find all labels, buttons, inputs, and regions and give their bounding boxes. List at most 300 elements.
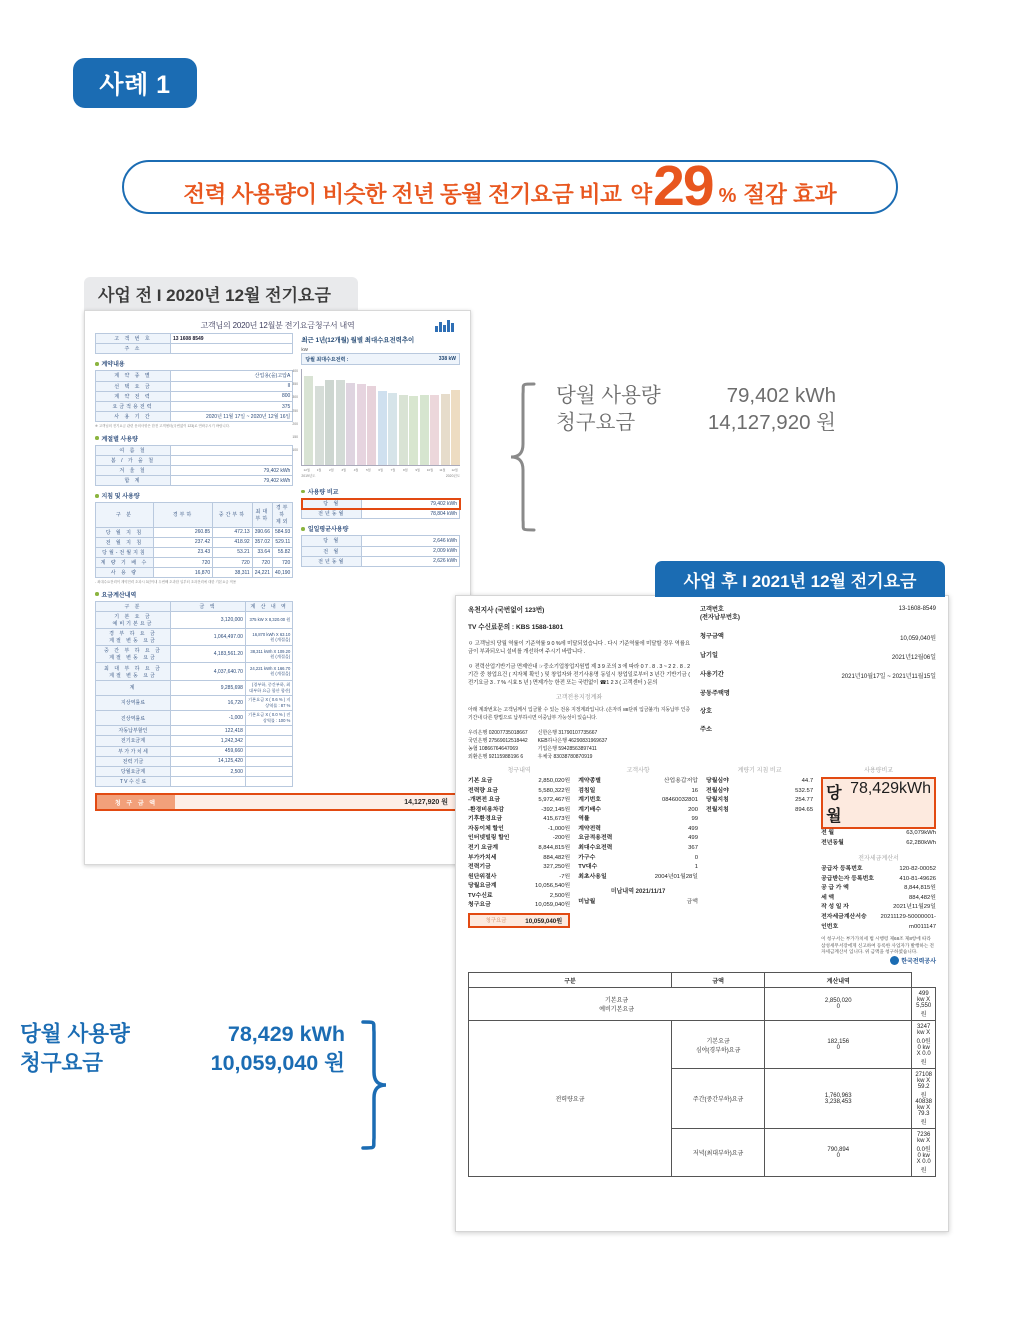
peak-demand-value: 338 kW: [438, 355, 456, 362]
row-label: 기본요금 심야(경부하)요금: [672, 1021, 765, 1069]
detail-row: [468, 796, 570, 806]
row-amount: 1,760,963 3,238,453: [765, 1069, 912, 1129]
detail-value: 8,844,815원: [538, 844, 571, 851]
row-amount: 16,720: [170, 695, 245, 710]
detail-key: 전자세금계산서승인번호: [821, 913, 867, 930]
row-label: 중 간 부 하 요 금 계절 변동 요금: [96, 646, 171, 663]
row-amount: 790,894 0: [765, 1129, 912, 1177]
table-row: [96, 711, 293, 726]
table-row: [96, 537, 293, 547]
row-label: 부 가 가 치 세: [96, 746, 171, 756]
bill-document-after: [455, 595, 949, 1232]
usage-row: [821, 777, 936, 829]
row-detail: [245, 766, 292, 776]
charge-highlight-label: 청구요금: [485, 918, 507, 925]
table-row: [96, 558, 293, 568]
season-section-heading: 계절별 사용량: [95, 434, 293, 443]
table-row: [96, 476, 293, 486]
row-detail: 24,221 kWh X 166.70 원 (계절을): [245, 663, 292, 680]
summary-row: [700, 671, 936, 680]
table-row: [96, 777, 293, 787]
charge-highlight-box: [468, 913, 570, 928]
row-label: 계 약 전 력: [96, 391, 171, 401]
detail-value: 884,482원: [543, 854, 571, 861]
row-amount: 2,500: [170, 766, 245, 776]
case-badge: [73, 58, 197, 108]
summary-value: 13-1608-8549: [898, 606, 936, 612]
row-value: 800: [170, 391, 292, 401]
customer-detail-list: [578, 777, 698, 882]
row-value: 584.93: [273, 527, 293, 537]
column-header: 계산내역: [765, 973, 912, 988]
row-label: 겨 울 철: [96, 465, 171, 475]
column-header: 구 분: [96, 601, 171, 611]
row-label: 요금적용전력: [96, 401, 171, 411]
detail-row: [821, 875, 936, 885]
detail-value: 2021년11월29일: [893, 904, 936, 911]
bank-item: 외환은행 92115988196 6: [468, 754, 524, 761]
bank-item: 신한은행 31790107735667: [537, 730, 598, 737]
detail-row: [578, 825, 698, 835]
detail-key: 공급받는자 등록번호: [821, 875, 874, 882]
summary-key: 상호: [700, 708, 712, 716]
summary-key: 청구금액: [700, 632, 724, 640]
chart-title: 최근 1년(12개월) 월별 최대수요전력추이: [301, 337, 415, 344]
demand-chart: [292, 369, 460, 466]
detail-row: [821, 865, 936, 875]
row-amount: [170, 777, 245, 787]
chart-y-tick: 200: [292, 421, 298, 426]
detail-key: 원단위절사: [468, 873, 497, 880]
usage-value: 78,429kWh: [850, 780, 931, 798]
detail-key: TV수신료: [468, 892, 493, 899]
bill-after-notices: [468, 606, 690, 761]
chart-x-tick: 4월: [353, 468, 359, 472]
detail-value: 44.7: [801, 778, 814, 785]
row-value: [170, 455, 292, 465]
detail-row: [468, 882, 570, 892]
meter-note: - 최대수요전력이 계약전력 초과시 3년이내 두번째 초과한 일부터 초과전력에 대한 기본요금 적용: [95, 580, 237, 585]
summary-row: [700, 690, 936, 698]
row-amount: 4,037,640.70: [170, 663, 245, 680]
tax-disclaimer: 이 청구서는 부가가치세 법 시행령 제68조 제8항에 따라 삼성세무서장에게 신고하여 등록한 사업자가 발행하는 전자세금계산서 입니다. 위 금액을 청구하였습니다.: [821, 936, 934, 955]
chart-y-tick: 300: [292, 395, 298, 400]
customer-no-label: 고 객 번 호: [96, 334, 171, 344]
bank-item: 우체국 83038780870919: [537, 754, 593, 761]
detail-key: 공 급 가 액: [821, 885, 849, 892]
unpaid-list: [578, 898, 698, 908]
detail-value: 10,056,540원: [535, 883, 571, 890]
contract-table: [95, 370, 293, 422]
tab-before-label: [84, 277, 358, 310]
kepco-label: 한국전력공사: [901, 959, 936, 966]
detail-row: [468, 815, 570, 825]
row-value: 산업용(을)고압A: [170, 371, 292, 381]
callout-before-usage-label: 당월 사용량: [556, 384, 661, 407]
row-label: 사 용 량: [96, 568, 154, 578]
bank-item: 농협 10866764647069: [468, 746, 518, 753]
detail-value: -200원: [552, 835, 571, 842]
summary-row: [700, 726, 936, 734]
row-detail: 375 kW X 8,320.00 원: [245, 611, 292, 628]
chart-y-tick: 150: [292, 435, 298, 439]
detail-key: -환경비용차감: [468, 806, 505, 813]
detail-value: 금액: [686, 899, 698, 906]
detail-row: [706, 787, 813, 797]
row-value: II: [170, 381, 292, 391]
compare-section-heading: 사용량 비교: [301, 487, 460, 496]
row-value: 53.21: [213, 547, 253, 557]
detail-value: 894.65: [795, 806, 814, 813]
chart-bar: [304, 376, 313, 465]
tab-after-text: 사업 후 I 2021년 12월 전기요금: [683, 571, 917, 591]
detail-row: [578, 787, 698, 797]
row-label: 당 월 지 침: [96, 527, 154, 537]
detail-value: 200: [688, 806, 698, 813]
row-label: 전 월 지 침: [96, 537, 154, 547]
detail-key: 계기배수: [578, 806, 601, 813]
detail-key: 인터넷빌링 할인: [468, 835, 510, 842]
table-row: [96, 756, 293, 766]
column-header: 경부하 제외: [273, 503, 293, 527]
column-header: 중간부하: [213, 503, 253, 527]
callout-before-charge-row: [556, 409, 836, 436]
row-detail: [245, 756, 292, 766]
detail-row: [578, 777, 698, 787]
callout-after-usage-label: 당월 사용량: [20, 1022, 130, 1046]
row-detail: [245, 736, 292, 746]
row-amount: 1,064,497.00: [170, 629, 245, 646]
row-detail: 16,870 kWh X 63.10 원 (계절을): [245, 629, 292, 646]
detail-row: [578, 796, 698, 806]
row-value: 357.02: [252, 537, 272, 547]
meter-section-heading: 지침 및 사용량: [95, 491, 293, 500]
row-label: 자동납부할인: [96, 726, 171, 736]
row-amount: 14,125,420: [170, 756, 245, 766]
detail-row: [578, 898, 698, 908]
bank-item: KEB하나은행 46290831969637: [537, 738, 608, 745]
callout-before-usage-value: 79,402 kWh: [726, 384, 836, 407]
summary-key: 사용기간: [700, 670, 724, 678]
row-value: 16,870: [153, 568, 212, 578]
table-header-row: [96, 503, 293, 527]
chart-year-left: 2019년도: [301, 474, 316, 478]
detail-row: [578, 863, 698, 873]
row-label: 경 부 하 요 금 계절 변동 요금: [96, 629, 171, 646]
detail-key: 기후환경요금: [468, 816, 503, 823]
headline-tail: 절감 효과: [743, 181, 837, 207]
detail-row: [468, 777, 570, 787]
detail-row: [578, 854, 698, 864]
row-label: 기본요금 예비기본요금: [469, 988, 765, 1021]
detail-value: -7원: [559, 873, 571, 880]
row-label: 사 용 기 간: [96, 412, 171, 422]
table-row: [469, 1021, 936, 1069]
bank-item: 우리은행 02007735018667: [468, 730, 528, 737]
column-header: 금액: [672, 973, 765, 988]
summary-key: 공동주택명: [700, 689, 730, 697]
detail-value: 2,500원: [549, 892, 571, 899]
detail-key: 자동이체 할인: [468, 825, 504, 832]
chart-bar: [441, 394, 450, 465]
table-row: [96, 344, 293, 354]
headline-main: 전력 사용량이 비슷한 전년 동월 전기요금 비교: [183, 181, 622, 207]
detail-value: 08460032801: [661, 797, 698, 804]
callout-before-charge-label: 청구요금: [556, 411, 636, 435]
row-amount: 3,120,000: [170, 611, 245, 628]
detail-key: 전력량 요금: [468, 787, 499, 794]
detail-row: [578, 844, 698, 854]
table-row: [96, 695, 293, 710]
detail-key: 최대수요전력: [578, 844, 613, 851]
chart-unit: kW: [301, 347, 308, 352]
usage-value: 62,280kWh: [906, 839, 936, 846]
row-label: 진상역률료: [96, 711, 171, 726]
row-label: 전년동월: [302, 509, 362, 519]
detail-value: 2004년01월28일: [654, 873, 698, 880]
headline-approx: 약: [630, 181, 653, 207]
chart-y-tick: 400: [292, 369, 298, 373]
row-amount: 9,285,698: [170, 680, 245, 695]
row-label: T V 수 신 료: [96, 777, 171, 787]
summary-value: 10,059,040원: [900, 635, 936, 642]
row-label: 당 월: [302, 499, 362, 509]
usage-compare-table: [301, 498, 460, 519]
detail-value: 2,850,020원: [538, 778, 571, 785]
detail-value: 884,482원: [909, 894, 936, 901]
chart-bar: [420, 395, 429, 465]
summary-row: [700, 652, 936, 661]
detail-row: [821, 913, 936, 932]
detail-row: [468, 806, 570, 816]
table-row: [96, 680, 293, 695]
usage-value: 63,079kWh: [906, 830, 936, 837]
detail-row: [468, 892, 570, 902]
detail-row: [468, 901, 570, 911]
row-detail: [245, 777, 292, 787]
row-detail: (경부하, 중간부하, 최대부하 요금 합산 합산): [245, 680, 292, 695]
customer-no-value: 13 1608 8549: [170, 334, 292, 344]
detail-key: 당월지침: [706, 797, 729, 804]
headline-big-number: 29: [653, 153, 713, 218]
table-row: [96, 611, 293, 628]
row-label: 당 월: [302, 536, 362, 546]
meter-compare-list: [706, 777, 813, 815]
detail-value: 499: [688, 835, 698, 842]
usage-tax-column: [821, 765, 936, 965]
bank-item: 기업은행 59428563897411: [537, 746, 597, 753]
row-label: 당월요금계: [96, 766, 171, 776]
table-row: [96, 726, 293, 736]
bank-column-left: [468, 729, 528, 761]
calc-section-heading: 요금계산내역: [95, 590, 293, 599]
chart-year-row: [301, 473, 460, 478]
row-detail: 38,311 kWh X 109.20 원 (계절을): [245, 646, 292, 663]
row-label: 최 대 부 하 요 금 계절 변동 요금: [96, 663, 171, 680]
row-value: 78,804 kWh: [362, 509, 460, 519]
chart-x-tick: 5월: [366, 468, 371, 472]
table-row: [96, 663, 293, 680]
detail-row: [706, 777, 813, 787]
chart-bar: [378, 391, 387, 465]
customer-detail-column: [578, 765, 698, 965]
detail-key: 부가가치세: [468, 854, 497, 861]
bank-item: 국민은행 27569012518442: [468, 738, 528, 745]
kepco-logo: [821, 956, 936, 965]
row-value: 529.11: [273, 537, 293, 547]
detail-value: 10,059,040원: [535, 902, 571, 909]
summary-row: [700, 633, 936, 642]
headline-banner: [122, 153, 898, 218]
season-usage-table: [95, 445, 293, 487]
detail-value: 산업용갑저압: [663, 778, 698, 785]
row-value: 472.13: [213, 527, 253, 537]
detail-key: 계기번호: [578, 797, 601, 804]
detail-value: 5,972,467원: [538, 797, 571, 804]
callout-after: [20, 1020, 389, 1150]
detail-key: 작 성 일 자: [821, 904, 849, 911]
row-value: 720: [153, 558, 212, 568]
callout-before-text: [556, 382, 836, 437]
usage-key: 전 월: [821, 830, 835, 837]
row-label: 여 름 철: [96, 445, 171, 455]
table-row: [96, 401, 293, 411]
table-row: [96, 646, 293, 663]
chart-bar: [336, 380, 345, 465]
row-label: 전력 기금: [96, 756, 171, 766]
callout-after-usage-row: [20, 1020, 345, 1049]
detail-key: 전력기금: [468, 864, 491, 871]
table-row: [302, 499, 460, 509]
usage-row: [821, 829, 936, 839]
charge-detail-heading: 청구내역: [507, 768, 531, 775]
row-value: 24,221: [252, 568, 272, 578]
chart-y-tick: 350: [292, 382, 298, 387]
charge-highlight-value: 10,059,040원: [525, 917, 563, 925]
summary-value: 2021년12월06일: [891, 654, 936, 661]
summary-key: 주소: [700, 726, 712, 734]
row-value: 237.42: [153, 537, 212, 547]
row-value: 38,311: [213, 568, 253, 578]
bank-account-list: [468, 729, 690, 761]
table-header-row: [96, 601, 293, 611]
table-row: [302, 546, 460, 556]
column-header: 구분: [469, 973, 672, 988]
detail-row: [706, 806, 813, 816]
detail-value: 499: [688, 825, 698, 832]
row-label: 봄 / 가 을 철: [96, 455, 171, 465]
meter-compare-column: [706, 765, 813, 965]
bill-after-summary: [700, 606, 936, 761]
detail-key: 기본 요금: [468, 778, 493, 785]
chart-x-tick: 7월: [390, 468, 396, 472]
chart-bar: [346, 383, 355, 465]
row-label: 지상역률료: [96, 695, 171, 710]
daily-average-table: [301, 535, 460, 567]
row-label: 당월-전월지침: [96, 547, 154, 557]
row-value: 55.82: [273, 547, 293, 557]
table-row: [96, 736, 293, 746]
bill-before-title: 고객님의 2020년 12월분 전기요금청구서 내역: [200, 321, 355, 330]
detail-value: 410-81-49626: [899, 875, 936, 882]
row-calc: 499 kw X 5,550원: [912, 988, 936, 1021]
detail-value: -1,000원: [547, 825, 571, 832]
row-value: 720: [273, 558, 293, 568]
table-row: [96, 455, 293, 465]
detail-row: [578, 806, 698, 816]
row-amount: 182,156 0: [765, 1021, 912, 1069]
detail-value: -392,145원: [541, 806, 571, 813]
column-header: 경부하: [153, 503, 212, 527]
row-value: 2020년 11월 17일 ~ 2020년 12월 16일: [170, 412, 292, 422]
headline-text: [183, 153, 837, 218]
chart-x-tick: 9월: [415, 468, 421, 472]
row-label: 저녁(최대부하)요금: [672, 1129, 765, 1177]
row-group: 전력량요금: [469, 1021, 672, 1177]
peak-demand-row: [301, 353, 460, 365]
customer-info-table: [95, 333, 293, 354]
row-value: 720: [252, 558, 272, 568]
callout-after-text: [20, 1020, 345, 1078]
row-value: 390.66: [252, 527, 272, 537]
chart-bars: [304, 369, 460, 465]
table-row: [96, 547, 293, 557]
table-row: [96, 391, 293, 401]
callout-after-charge-value: 10,059,040 원: [210, 1051, 345, 1076]
tab-after-label: [655, 561, 945, 597]
detail-row: [578, 873, 698, 883]
chart-x-tick: 11월: [439, 468, 446, 472]
row-amount: -1,000: [170, 711, 245, 726]
table-row: [96, 766, 293, 776]
summary-row: [700, 606, 936, 623]
bill-before-total-label: 청 구 금 액: [97, 795, 175, 809]
detail-key: 요금적용전력: [578, 835, 613, 842]
detail-value: 1: [694, 864, 698, 871]
callout-before-usage-row: [556, 382, 836, 409]
detail-key: 전기 요금계: [468, 844, 499, 851]
row-label: 기 본 요 금 예비기본요금: [96, 611, 171, 628]
row-value: 23.43: [153, 547, 212, 557]
callout-after-usage-value: 78,429 kWh: [227, 1022, 345, 1046]
row-amount: 1,242,342: [170, 736, 245, 746]
row-label: 합 계: [96, 476, 171, 486]
row-amount: 122,418: [170, 726, 245, 736]
chart-bar: [367, 386, 376, 465]
usage-compare-list: [821, 777, 936, 848]
detail-value: 5,580,322원: [538, 787, 571, 794]
contract-note: ※ 고객님의 전기요금 관련 문의사항은 한전 고객센터(국번없이 123)로 연락주시기 바랍니다.: [95, 424, 230, 429]
row-label: 계 량 기 배 수: [96, 558, 154, 568]
customer-detail-heading: 고객사항: [626, 768, 650, 775]
detail-key: -개편전 요금: [468, 797, 501, 804]
bill-before-total-box: [95, 793, 460, 811]
table-row: [96, 527, 293, 537]
chart-x-tick: 6월: [378, 468, 384, 472]
row-detail: [245, 726, 292, 736]
column-header: 금 액: [170, 601, 245, 611]
detail-row: [468, 854, 570, 864]
detail-row: [468, 873, 570, 883]
detail-value: 20211129-50000001-m0011147: [880, 913, 936, 930]
chart-bar: [388, 393, 397, 465]
callout-after-charge-row: [20, 1049, 345, 1078]
table-row: [96, 629, 293, 646]
summary-value: 2021년10월17일 ~ 2021년11월15일: [841, 673, 936, 680]
row-value: 418.92: [213, 537, 253, 547]
chart-bar: [315, 386, 324, 465]
detail-key: 청구요금: [468, 902, 491, 909]
